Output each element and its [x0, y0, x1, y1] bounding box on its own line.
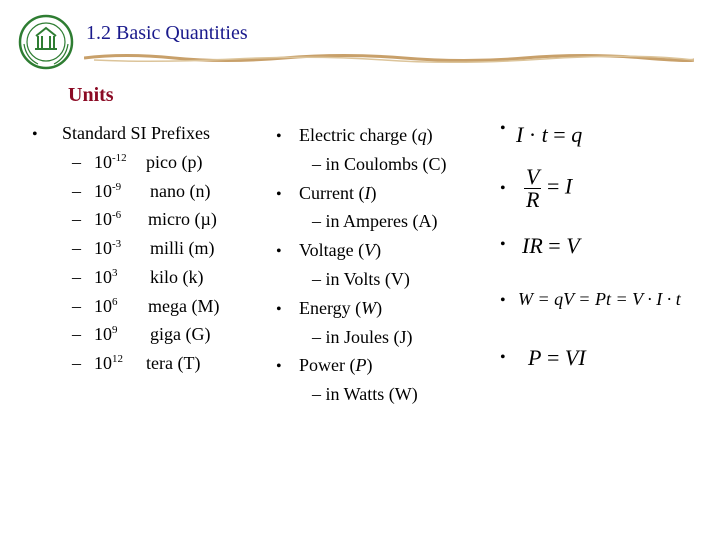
prefix-power: $10^{-9}$ — [94, 181, 122, 201]
quantity-name: Energy (W) — [299, 298, 383, 318]
bullet: • — [500, 236, 506, 253]
title-underline — [84, 52, 694, 64]
bullet: • — [276, 186, 282, 203]
bullet: • — [276, 128, 282, 145]
quantity-unit: – in Coulombs (C) — [312, 154, 447, 174]
quantity-name: Voltage (V) — [299, 240, 382, 260]
bullet: • — [500, 292, 506, 309]
prefix-name: pico (p) — [146, 152, 203, 172]
prefix-power: $10^6$ — [94, 296, 118, 316]
quantity-name: Current (I) — [299, 183, 377, 203]
equation-current: $\frac{V}{R}$ = I — [526, 164, 573, 212]
prefix-power: $10^3$ — [94, 267, 118, 287]
quantity-unit: – in Volts (V) — [312, 269, 410, 289]
prefix-name: tera (T) — [146, 353, 201, 373]
prefix-power: $10^{-12}$ — [94, 152, 127, 172]
quantity-name: Power (P) — [299, 355, 373, 375]
equation-charge: I · t = q — [516, 122, 583, 147]
prefix-name: giga (G) — [150, 324, 211, 344]
prefix-name: milli (m) — [150, 238, 215, 258]
section-heading: Units — [68, 84, 114, 106]
quantity-unit: – in Watts (W) — [312, 384, 418, 404]
page-title: 1.2 Basic Quantities — [86, 22, 248, 44]
university-seal-icon — [16, 14, 76, 70]
prefix-name: kilo (k) — [150, 267, 204, 287]
equation-voltage: IR = V — [522, 233, 580, 258]
prefix-name: nano (n) — [150, 181, 211, 201]
prefix-name: micro (µ) — [148, 209, 217, 229]
prefix-power: $10^9$ — [94, 324, 118, 344]
prefix-power: $10^{-6}$ — [94, 209, 122, 229]
bullet: • — [276, 243, 282, 260]
bullet: • — [276, 301, 282, 318]
prefix-power: $10^{12}$ — [94, 353, 123, 373]
prefix-power: $10^{-3}$ — [94, 238, 122, 258]
quantity-name: Electric charge (q) — [299, 125, 433, 145]
equation-energy: W = qV = Pt = V · I · t — [518, 289, 681, 309]
bullet: • — [500, 349, 506, 366]
bullet: • — [500, 120, 506, 137]
bullet: • — [276, 358, 282, 375]
bullet: • — [500, 180, 506, 197]
equation-power: P = VI — [528, 345, 586, 370]
bullet: • — [32, 126, 38, 143]
quantity-unit: – in Joules (J) — [312, 327, 413, 347]
quantity-unit: – in Amperes (A) — [312, 211, 438, 231]
prefix-name: mega (M) — [148, 296, 220, 316]
prefix-heading: Standard SI Prefixes — [62, 123, 210, 143]
